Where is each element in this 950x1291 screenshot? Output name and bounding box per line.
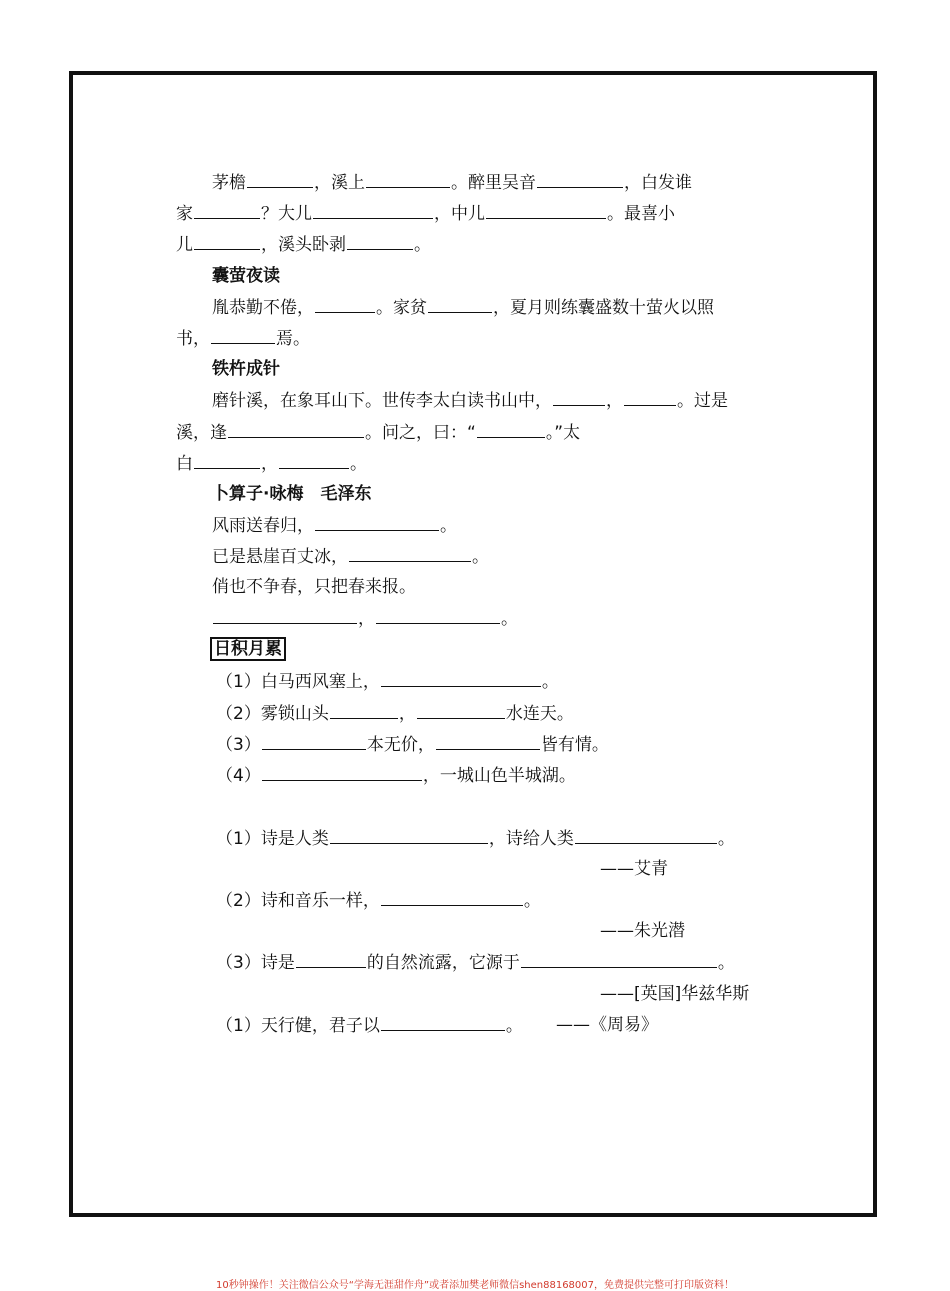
section-title: 卜算子·咏梅 毛泽东 (212, 484, 372, 504)
blank[interactable] (296, 950, 366, 968)
blank[interactable] (553, 388, 605, 406)
quote-3: （3）诗是 的自然流露，它源于 。 (216, 950, 735, 975)
section-title: 铁杵成针 (212, 359, 280, 379)
accumulate-item: （2）雾锁山头 ， 水连天。 (216, 701, 574, 726)
blank[interactable] (194, 451, 260, 469)
quote-author: ——艾青 (600, 859, 668, 879)
blank[interactable] (436, 732, 540, 750)
blank[interactable] (330, 826, 488, 844)
blank[interactable] (477, 420, 545, 438)
blank[interactable] (376, 606, 500, 624)
story2-line1: 磨针溪，在象耳山下。世传李太白读书山中， ， 。过是 (212, 388, 728, 413)
blank[interactable] (381, 888, 523, 906)
blank[interactable] (213, 606, 357, 624)
accumulate-item: （3） 本无价， 皆有情。 (216, 732, 609, 757)
poem2-line1: 风雨送春归， 。 (212, 513, 457, 538)
quote-2: （2）诗和音乐一样， 。 (216, 888, 541, 913)
blank[interactable] (228, 420, 364, 438)
blank[interactable] (381, 1013, 505, 1031)
story1-line2: 书， 焉。 (176, 326, 310, 351)
quote-author: ——[英国]华兹华斯 (600, 984, 750, 1004)
poem1-line2: 家 ？大儿 ，中儿 。最喜小 (176, 201, 675, 226)
accumulate-item: （1）白马西风塞上， 。 (216, 669, 559, 694)
blank[interactable] (486, 201, 606, 219)
blank[interactable] (262, 732, 366, 750)
blank[interactable] (279, 451, 349, 469)
story1-line1: 胤恭勤不倦， 。家贫 ，夏月则练囊盛数十萤火以照 (212, 295, 714, 320)
blank[interactable] (330, 701, 398, 719)
poem1-line3: 儿 ，溪头卧剥 。 (176, 232, 431, 257)
blank[interactable] (624, 388, 676, 406)
blank[interactable] (575, 826, 717, 844)
story2-line2: 溪，逢 。问之，曰：“ 。”太 (176, 420, 580, 445)
poem2-line3: 俏也不争春，只把春来报。 (212, 577, 416, 597)
blank[interactable] (262, 763, 422, 781)
accumulate-item: （4） ，一城山色半城湖。 (216, 763, 576, 788)
quote-author: ——朱光潜 (600, 921, 685, 941)
blank[interactable] (537, 170, 623, 188)
quote-1: （1）诗是人类 ，诗给人类 。 (216, 826, 735, 851)
blank[interactable] (315, 513, 439, 531)
blank[interactable] (347, 232, 413, 250)
poem2-line2: 已是悬崖百丈冰， 。 (212, 544, 489, 569)
blank[interactable] (211, 326, 275, 344)
blank[interactable] (349, 544, 471, 562)
poem1-line1: 茅檐 ，溪上 。醉里吴音 ，白发谁 (212, 170, 692, 195)
blank[interactable] (247, 170, 313, 188)
quote-4: （1）天行健，君子以 。 (216, 1013, 523, 1038)
section-title: 囊萤夜读 (212, 266, 280, 286)
blank[interactable] (315, 295, 375, 313)
footer-note: 10秒钟操作！关注微信公众号“学海无涯甜作舟”或者添加樊老师微信shen88168007，免费提供完整可打印版资料！ (215, 1280, 735, 1291)
story2-line3: 白 ， 。 (176, 451, 367, 476)
blank[interactable] (428, 295, 492, 313)
blank[interactable] (194, 201, 260, 219)
blank[interactable] (194, 232, 260, 250)
poem2-line4: ， 。 (212, 606, 518, 631)
blank[interactable] (313, 201, 433, 219)
quote-author: ——《周易》 (556, 1015, 658, 1035)
blank[interactable] (366, 170, 450, 188)
blank[interactable] (417, 701, 505, 719)
blank[interactable] (381, 669, 541, 687)
accumulate-heading: 日积月累 (210, 637, 286, 661)
blank[interactable] (521, 950, 717, 968)
